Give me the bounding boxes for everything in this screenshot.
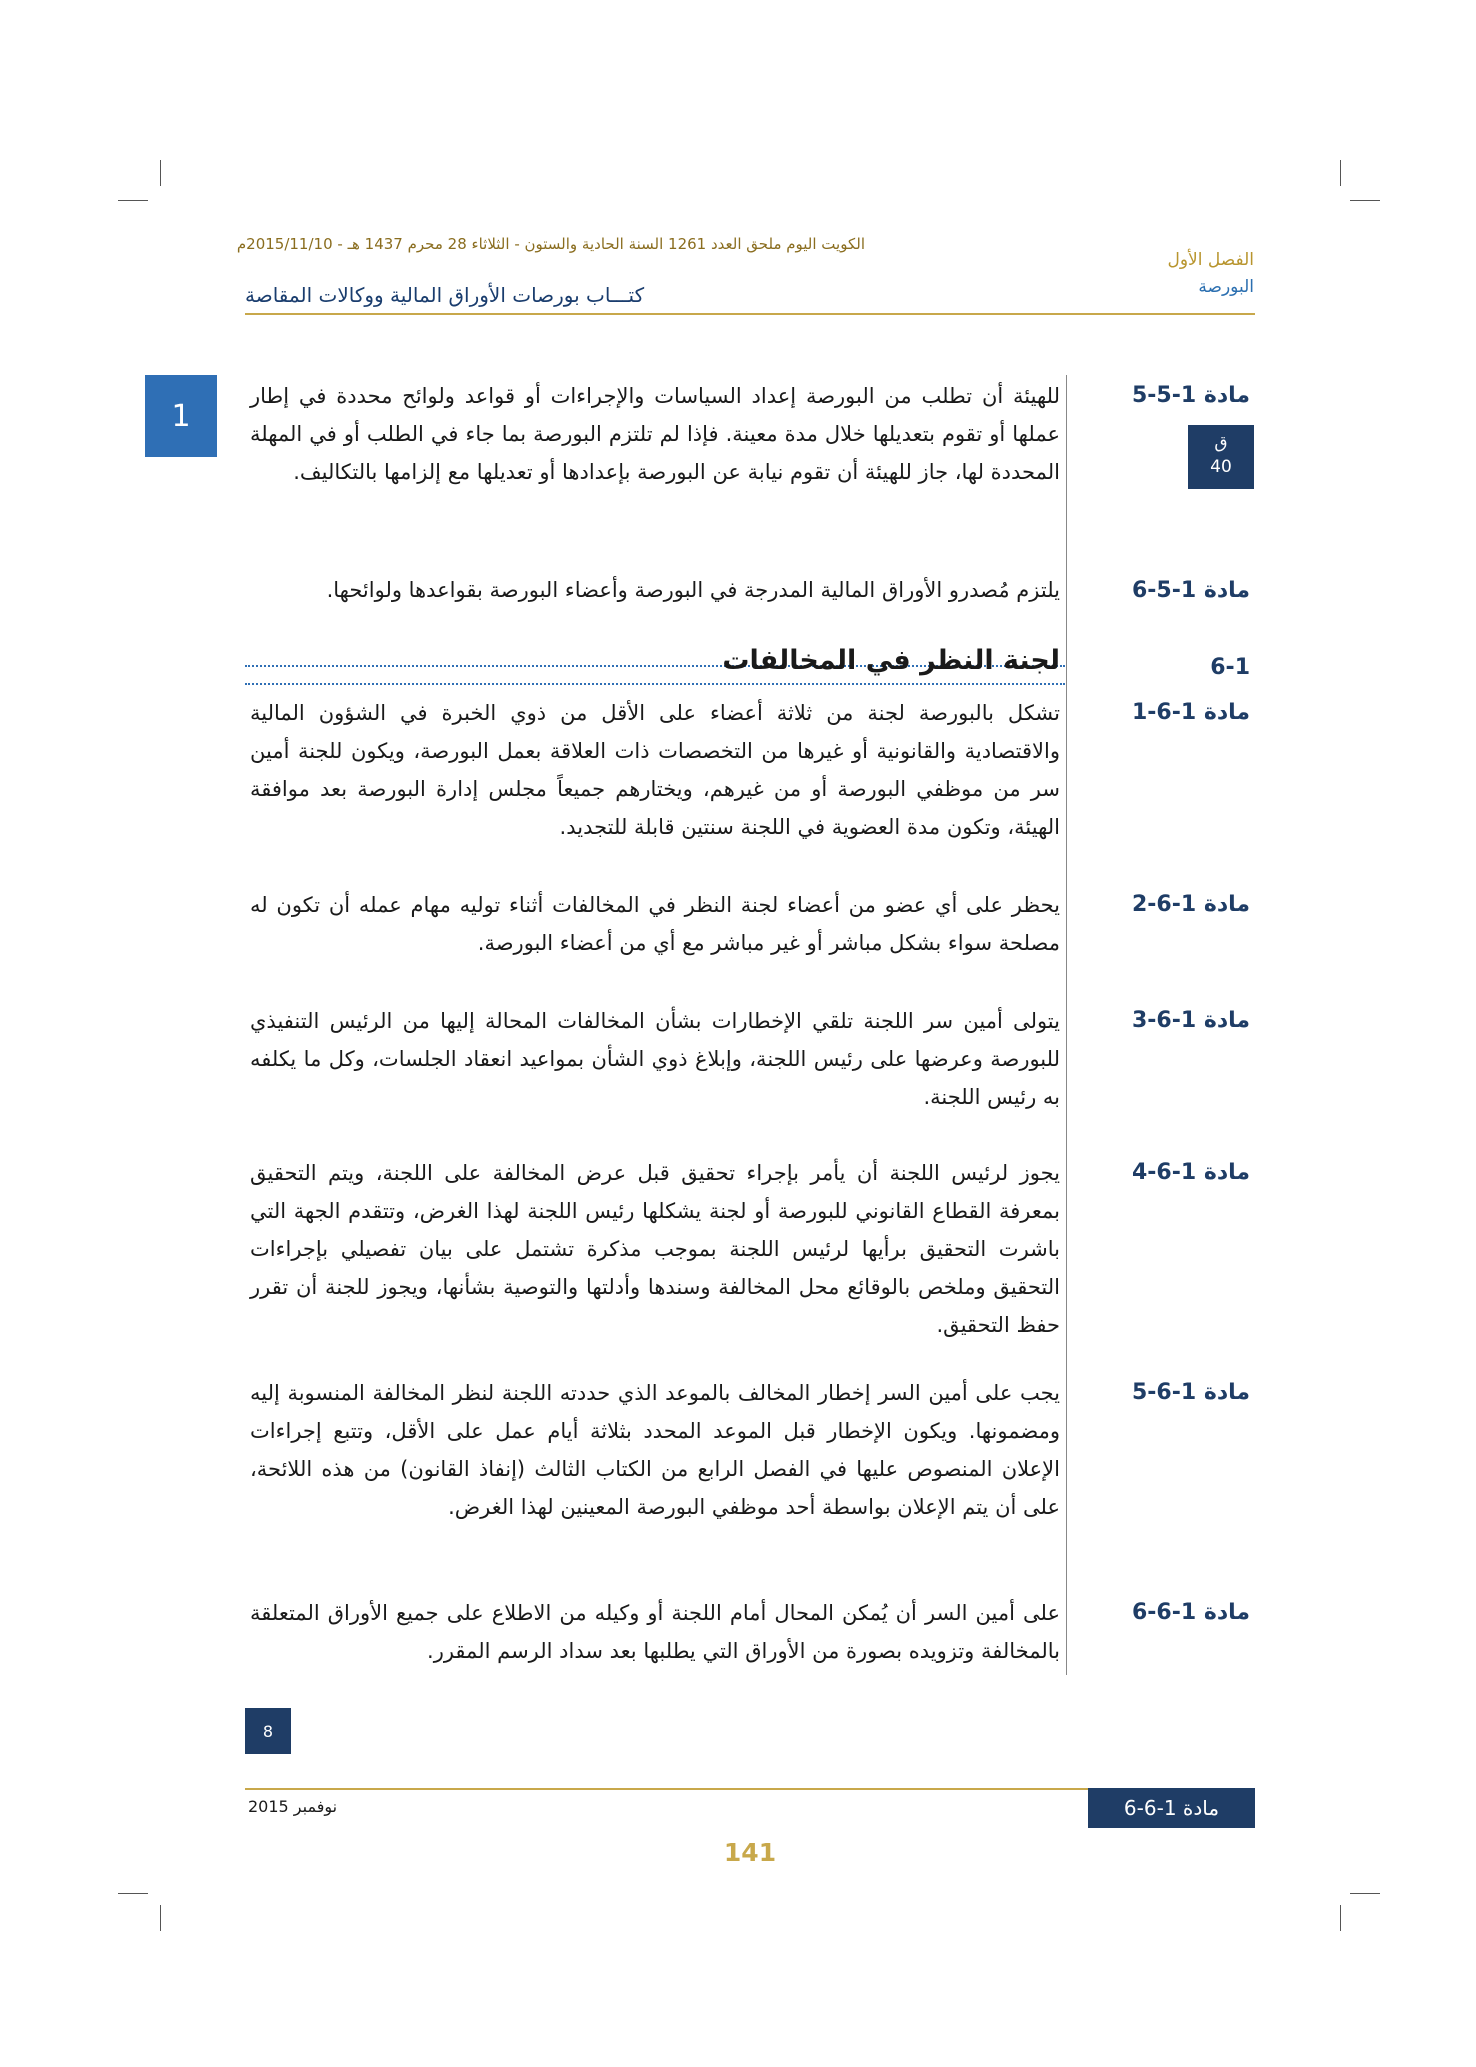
article-text: يحظر على أي عضو من أعضاء لجنة النظر في المخالفات أثناء توليه مهام عمله أن تكون له مصلحة سواء بشكل مباشر أو غير مباشر مع أي من أعضاء البورصة. bbox=[250, 893, 1060, 955]
book-number-tab: 1 bbox=[145, 375, 217, 457]
chapter-title: الفصل الأول bbox=[1167, 250, 1254, 270]
article-text: يلتزم مُصدرو الأوراق المالية المدرجة في البورصة وأعضاء البورصة بقواعدها ولوائحها. bbox=[326, 578, 1060, 602]
chapter-subtitle: البورصة bbox=[1198, 277, 1254, 297]
crop-mark bbox=[160, 160, 161, 186]
reference-letter: ق bbox=[1214, 433, 1228, 453]
crop-mark bbox=[1350, 1893, 1380, 1894]
footer-date: نوفمبر 2015 bbox=[248, 1797, 338, 1816]
reference-box bbox=[1188, 425, 1254, 489]
article-label: مادة 1-6-2 bbox=[1131, 892, 1250, 917]
article-text: يجب على أمين السر إخطار المخالف بالموعد الذي حددته اللجنة لنظر المخالفة المنسوبة إليه ومضمونها. ويكون الإخطار قبل الموعد المحدد بثلاثة أيام عمل على الأقل، وتتبع إجراءات الإعلان المنصوص عليها في الفصل الرابع من الكتاب الثالث (إنفاذ القانون) من هذه اللائحة، على أن يتم الإعلان بواسطة أحد موظفي البورصة المعينين لهذا الغرض. bbox=[250, 1381, 1060, 1519]
crop-mark bbox=[118, 1893, 148, 1894]
column-divider bbox=[1066, 375, 1067, 1675]
crop-mark bbox=[1350, 200, 1380, 201]
article-text: للهيئة أن تطلب من البورصة إعداد السياسات والإجراءات أو قواعد ولوائح محددة في إطار عملها أو تقوم بتعديلها خلال مدة معينة. فإذا لم تلتزم البورصة بما جاء في الطلب أو في المهلة المحددة لها، جاز للهيئة أن تقوم نيابة عن البورصة بإعدادها أو تعديلها مع إلزامها بالتكاليف. bbox=[250, 384, 1060, 484]
article-text: يجوز لرئيس اللجنة أن يأمر بإجراء تحقيق قبل عرض المخالفة على اللجنة، ويتم التحقيق بمعرفة القطاع القانوني للبورصة أو لجنة يشكلها رئيس اللجنة لهذا الغرض، وتتقدم الجهة التي باشرت التحقيق برأيها لرئيس اللجنة بموجب مذكرة تشتمل على بيان تفصيلي بإجراءات التحقيق وملخص بالوقائع محل المخالفة وسندها وأدلتها والتوصية بشأنها، ويجوز للجنة أن تقرر حفظ التحقيق. bbox=[250, 1161, 1060, 1337]
crop-mark bbox=[1340, 160, 1341, 186]
page-number: 141 bbox=[723, 1838, 777, 1867]
article-label: مادة 1-6-4 bbox=[1131, 1160, 1250, 1185]
gazette-line: الكويت اليوم ملحق العدد 1261 السنة الحادية والستون - الثلاثاء 28 محرم 1437 هـ - 2015/11/10م bbox=[236, 235, 865, 253]
crop-mark bbox=[1340, 1905, 1341, 1931]
article-text: تشكل بالبورصة لجنة من ثلاثة أعضاء على الأقل من ذوي الخبرة في الشؤون المالية والاقتصادية والقانونية أو غيرها من التخصصات ذات العلاقة بعمل البورصة، ويكون للجنة أمين سر من موظفي البورصة أو من غيرهم، ويختارهم جميعاً مجلس إدارة البورصة بعد موافقة الهيئة، وتكون مدة العضوية في اللجنة سنتين قابلة للتجديد. bbox=[250, 701, 1060, 839]
section-label: 6-1 bbox=[1210, 655, 1250, 680]
inner-page-number: 8 bbox=[245, 1708, 291, 1754]
header-rule bbox=[245, 313, 1255, 315]
footer-article-box: مادة 1-6-6 bbox=[1088, 1788, 1255, 1828]
article-label: مادة 1-5-5 bbox=[1131, 383, 1250, 408]
article-text: على أمين السر أن يُمكن المحال أمام اللجنة أو وكيله من الاطلاع على جميع الأوراق المتعلقة بالمخالفة وتزويده بصورة من الأوراق التي يطلبها بعد سداد الرسم المقرر. bbox=[250, 1601, 1060, 1663]
crop-mark bbox=[118, 200, 148, 201]
article-label: مادة 1-6-1 bbox=[1131, 700, 1250, 725]
article-label: مادة 1-6-6 bbox=[1131, 1600, 1250, 1625]
section-title: لجنة النظر في المخالفات bbox=[722, 645, 1060, 676]
crop-mark bbox=[160, 1905, 161, 1931]
article-text: يتولى أمين سر اللجنة تلقي الإخطارات بشأن المخالفات المحالة إليها من الرئيس التنفيذي للبورصة وعرضها على رئيس اللجنة، وإبلاغ ذوي الشأن بمواعيد انعقاد الجلسات، وكل ما يكلفه به رئيس اللجنة. bbox=[250, 1009, 1060, 1109]
article-label: مادة 1-5-6 bbox=[1131, 578, 1250, 603]
book-title: كتـــاب بورصات الأوراق المالية ووكالات المقاصة bbox=[245, 283, 645, 307]
reference-number: 40 bbox=[1210, 457, 1232, 477]
article-label: مادة 1-6-5 bbox=[1131, 1380, 1250, 1405]
section-divider-bottom bbox=[245, 683, 1065, 685]
article-label: مادة 1-6-3 bbox=[1131, 1008, 1250, 1033]
